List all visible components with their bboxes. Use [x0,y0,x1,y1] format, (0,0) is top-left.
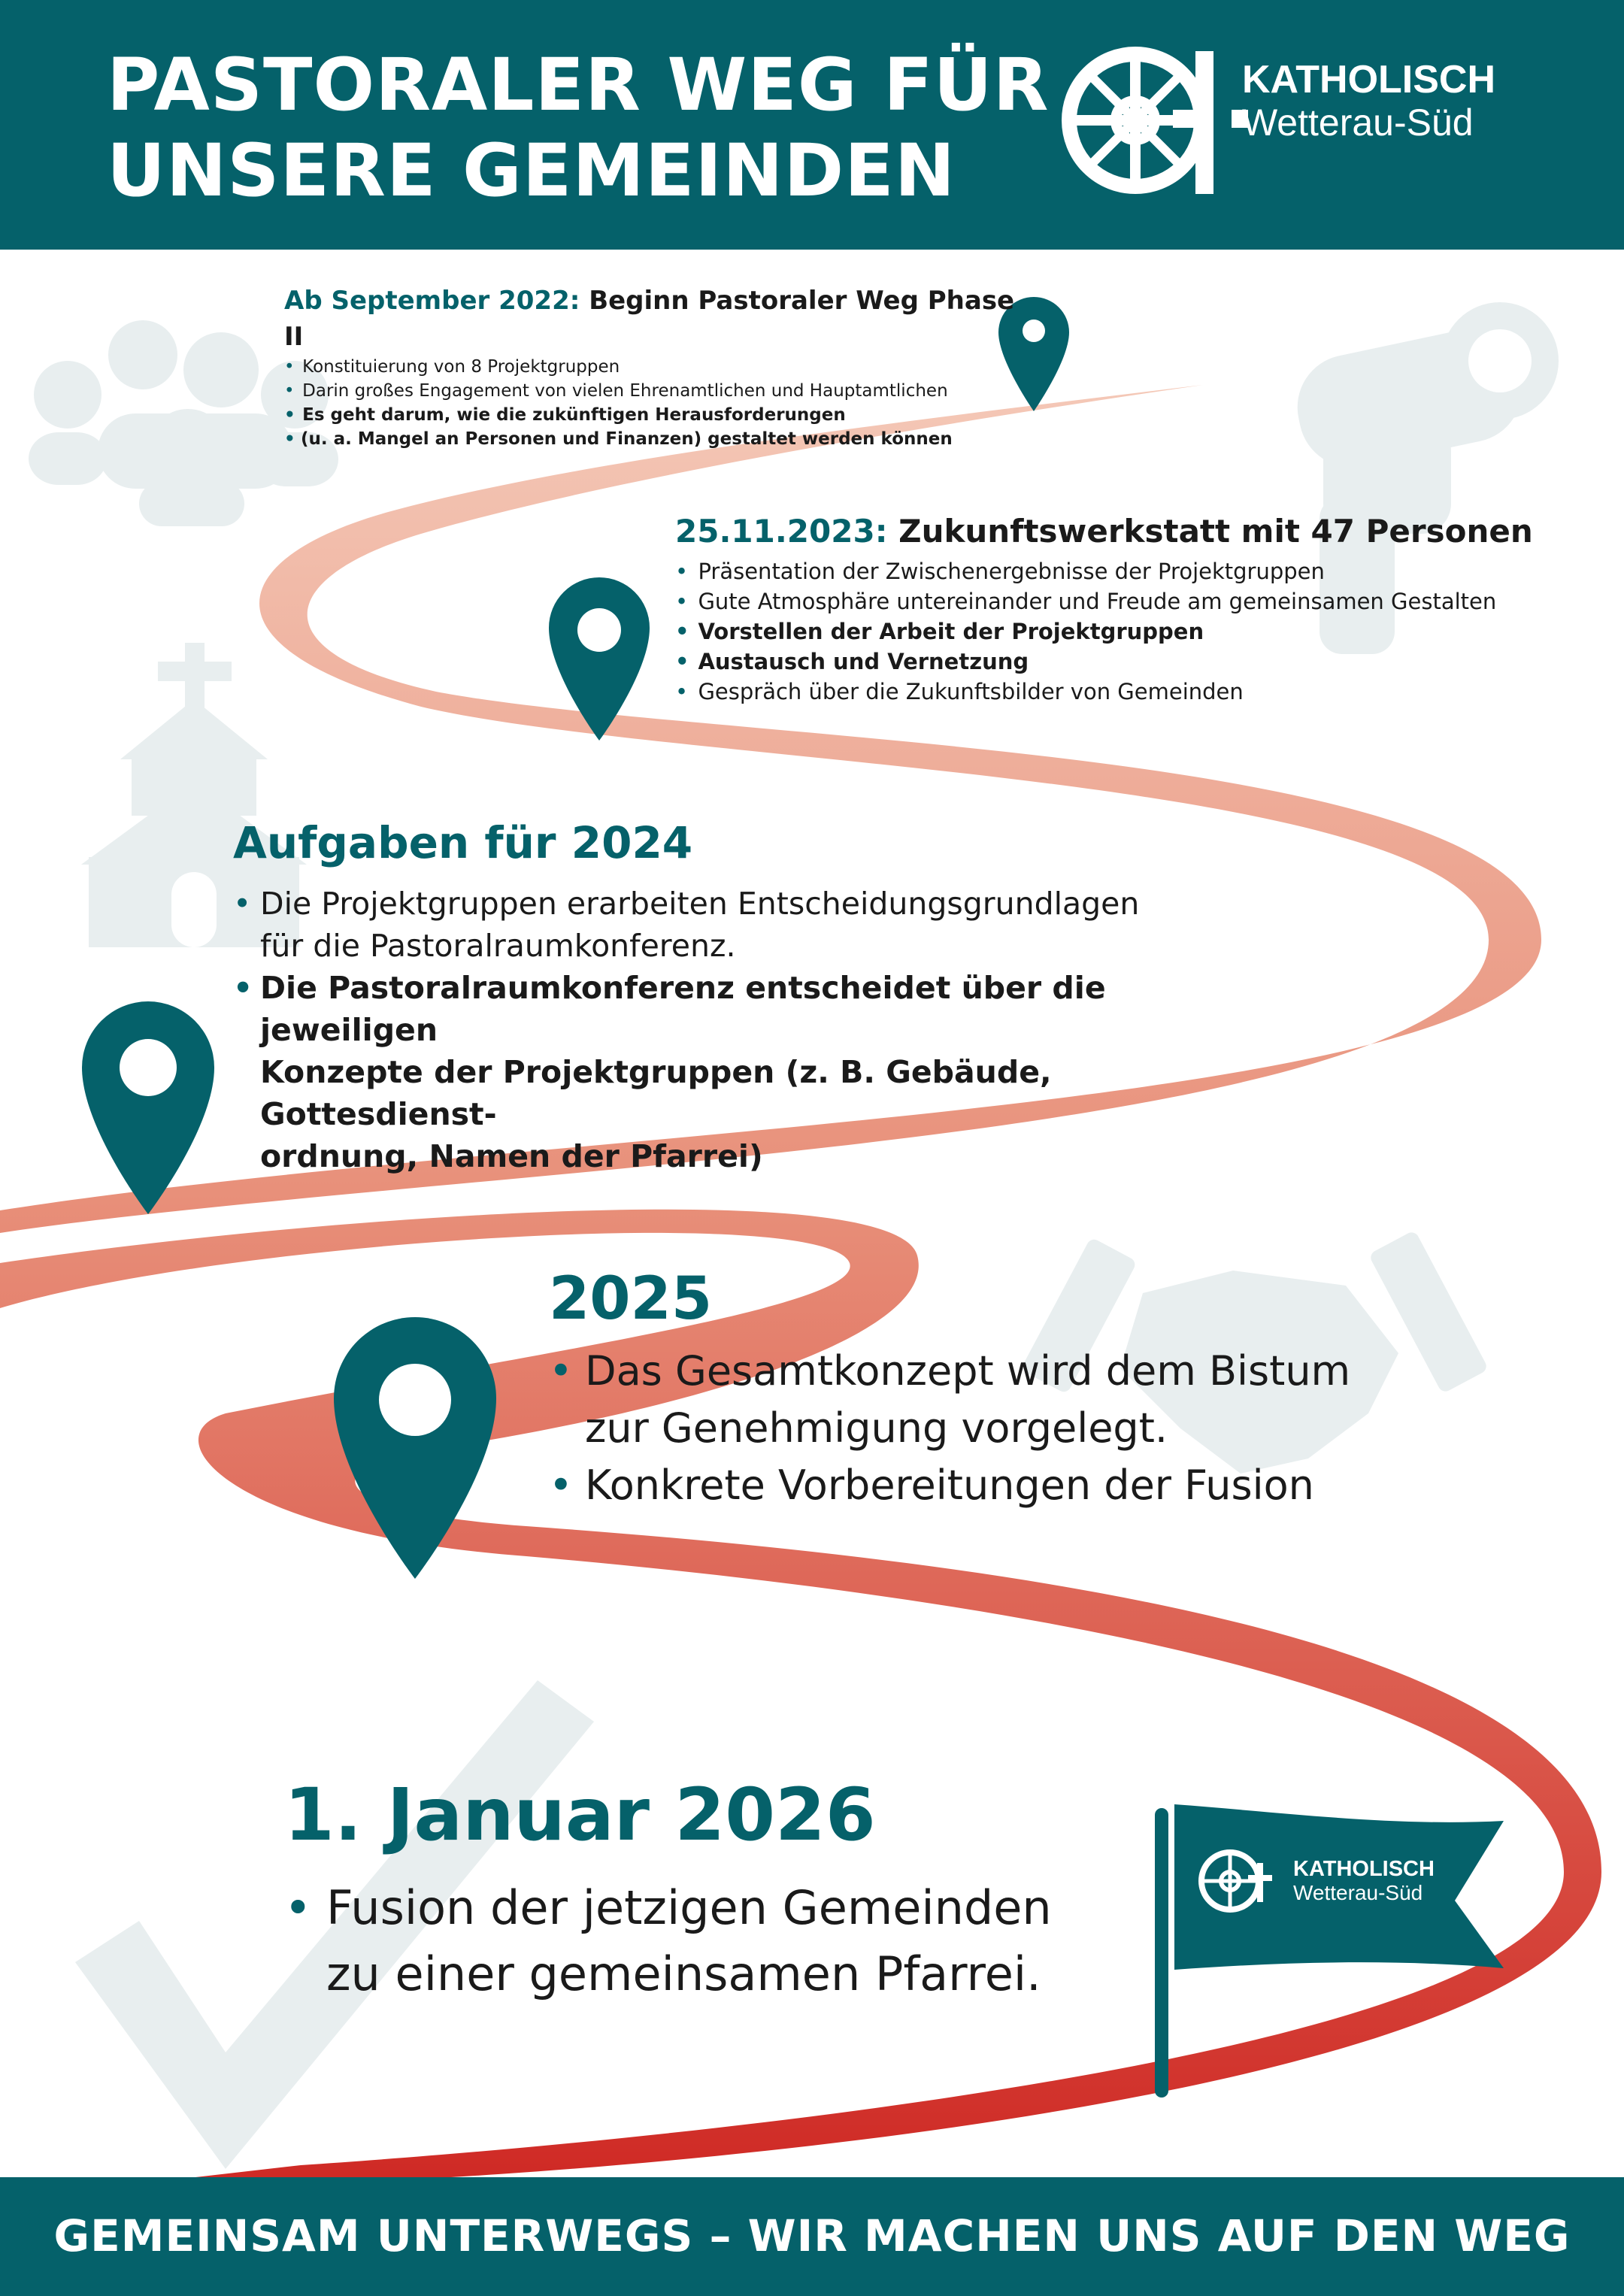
list-item-text: ordnung, Namen der Pfarrei) [260,1138,763,1174]
milestone-date: Ab September 2022: [284,286,580,316]
list-item: • Konstituierung von 8 Projektgruppen [284,355,1036,379]
milestone-list [284,355,1036,451]
milestone-title: Zukunftswerkstatt mit 47 Personen [898,513,1533,550]
milestone-heading: 1. Januar 2026 [284,1773,876,1857]
list-item-continuation [284,427,1036,451]
list-item [549,1343,1451,1457]
milestone-list [549,1343,1451,1514]
flag-logo-text [1293,1857,1435,1905]
flag-line: Wetterau-Süd [1293,1881,1423,1904]
list-item: • Austausch und Vernetzung [675,647,1577,677]
list-item [284,1875,1186,2007]
milestone-heading: Aufgaben für 2024 [233,817,693,868]
milestone-heading: 2025 [549,1265,713,1333]
title-line: PASTORALER WEG FÜR [107,43,1050,127]
list-item: • Es geht darum, wie die zukünftigen Herausforderungen [284,403,1036,427]
list-item: • Gespräch über die Zukunftsbilder von Gemeinden [675,677,1577,707]
milestone-date: 25.11.2023: [675,513,888,550]
list-item [233,967,1286,1177]
milestone-heading [675,510,1577,553]
footer-slogan: GEMEINSAM UNTERWEGS – WIR MACHEN UNS AUF DEN WEG [53,2210,1571,2261]
milestone-title: Beginn Pastoraler Weg Phase II [284,286,1015,352]
list-item [233,883,1286,967]
list-item-text: zu einer gemeinsamen Pfarrei. [326,1946,1041,2001]
milestone-2026 [284,1767,1186,2007]
location-pin-icon [82,1001,214,1214]
list-item: • Darin großes Engagement von vielen Ehrenamtlichen und Hauptamtlichen [284,379,1036,403]
logo-line: KATHOLISCH [1242,58,1496,101]
logo-text [1242,59,1495,144]
page-title [107,42,1050,214]
list-item-text: Konzepte der Projektgruppen (z. B. Gebäude, Gottesdienst- [260,1054,1052,1132]
milestone-2024 [233,812,1286,1177]
flag-line: KATHOLISCH [1293,1857,1435,1881]
list-item-text: für die Pastoralraumkonferenz. [260,928,736,964]
milestone-heading [284,283,1036,355]
milestone-list [233,883,1286,1177]
milestone-2023 [675,510,1577,707]
milestone-list [675,556,1577,707]
list-item-text: Die Pastoralraumkonferenz entscheidet über die jeweiligen [260,970,1106,1048]
list-item: • Gute Atmosphäre untereinander und Freude am gemeinsamen Gestalten [675,586,1577,616]
milestone-list [284,1875,1186,2007]
logo-line: Wetterau-Süd [1242,101,1474,144]
title-line: UNSERE GEMEINDEN [107,129,956,213]
list-item-text: Die Projektgruppen erarbeiten Entscheidungsgrundlagen [260,886,1140,922]
list-item: • Präsentation der Zwischenergebnisse der Projektgruppen [675,556,1577,586]
list-item-text: Fusion der jetzigen Gemeinden [326,1880,1052,1935]
list-item: • Vorstellen der Arbeit der Projektgruppen [675,616,1577,647]
list-item-text: Das Gesamtkonzept wird dem Bistum [585,1347,1351,1395]
list-item: • Konkrete Vorbereitungen der Fusion [549,1457,1451,1514]
milestone-2025 [549,1262,1451,1514]
milestone-2022 [284,283,1036,451]
list-item-text: (u. a. Mangel an Personen und Finanzen) gestaltet werden können [301,429,953,449]
list-item-text: zur Genehmigung vorgelegt. [585,1404,1168,1452]
